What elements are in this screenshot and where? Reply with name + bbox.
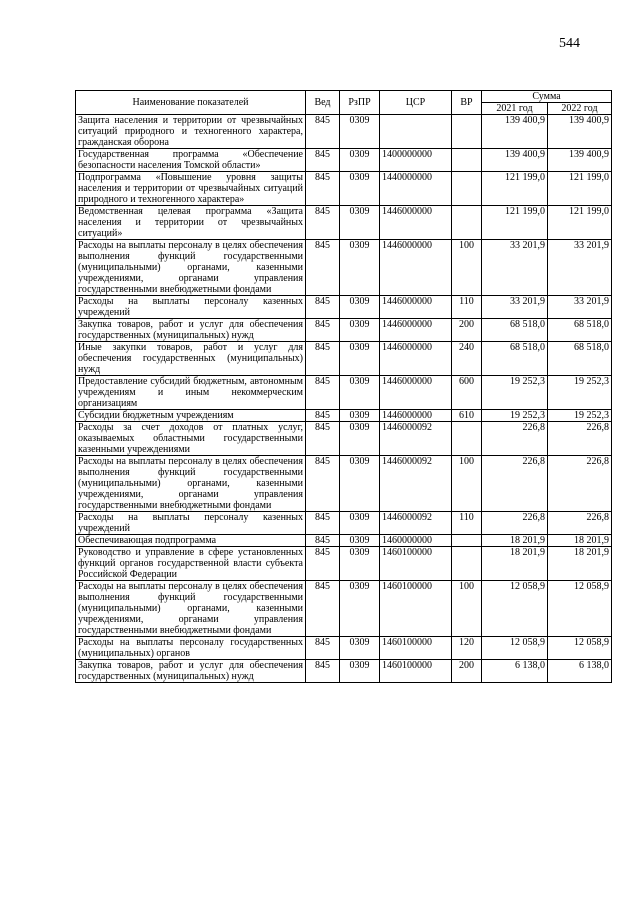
cell-name: Иные закупки товаров, работ и услуг для обеспечения государственных (муниципальных) нужд: [76, 342, 306, 376]
cell-2021: 226,8: [482, 456, 548, 512]
cell-name: Защита населения и территории от чрезвычайных ситуаций природного и техногенного характера, гражданская оборона: [76, 115, 306, 149]
cell-2022: 226,8: [548, 512, 612, 535]
cell-csr: 1446000000: [380, 240, 452, 296]
page-number: 544: [559, 36, 580, 51]
cell-csr: 1446000000: [380, 376, 452, 410]
table-body: [76, 115, 612, 683]
table-row: [76, 376, 612, 410]
cell-2022: 33 201,9: [548, 240, 612, 296]
cell-csr: 1446000092: [380, 456, 452, 512]
cell-2021: 226,8: [482, 512, 548, 535]
table-row: [76, 342, 612, 376]
cell-rzpr: 0309: [340, 547, 380, 581]
cell-rzpr: 0309: [340, 319, 380, 342]
cell-name: Расходы на выплаты персоналу в целях обеспечения выполнения функций государственными (муниципальными) органами, казенными учреждениями, органами управления государственными внебюджетными фондами: [76, 240, 306, 296]
cell-2021: 18 201,9: [482, 535, 548, 547]
table-row: [76, 637, 612, 660]
cell-vr: [452, 535, 482, 547]
cell-csr: 1446000092: [380, 422, 452, 456]
cell-2022: 226,8: [548, 422, 612, 456]
cell-name: Закупка товаров, работ и услуг для обеспечения государственных (муниципальных) нужд: [76, 319, 306, 342]
table-row: [76, 149, 612, 172]
cell-rzpr: 0309: [340, 296, 380, 319]
cell-name: Ведомственная целевая программа «Защита населения и территории от чрезвычайных ситуаций»: [76, 206, 306, 240]
cell-2021: 68 518,0: [482, 319, 548, 342]
cell-2022: 18 201,9: [548, 547, 612, 581]
cell-2021: 6 138,0: [482, 660, 548, 683]
cell-2021: 139 400,9: [482, 149, 548, 172]
cell-vr: [452, 206, 482, 240]
cell-2022: 33 201,9: [548, 296, 612, 319]
cell-ved: 845: [306, 581, 340, 637]
cell-2021: 139 400,9: [482, 115, 548, 149]
cell-csr: 1440000000: [380, 172, 452, 206]
header-name: Наименование показателей: [76, 91, 306, 115]
table-row: [76, 547, 612, 581]
cell-csr: [380, 115, 452, 149]
cell-vr: 100: [452, 456, 482, 512]
cell-rzpr: 0309: [340, 456, 380, 512]
cell-rzpr: 0309: [340, 172, 380, 206]
cell-csr: 1400000000: [380, 149, 452, 172]
cell-2022: 68 518,0: [548, 342, 612, 376]
cell-csr: 1460100000: [380, 660, 452, 683]
cell-2022: 139 400,9: [548, 149, 612, 172]
cell-vr: [452, 172, 482, 206]
cell-rzpr: 0309: [340, 342, 380, 376]
cell-2021: 33 201,9: [482, 296, 548, 319]
cell-name: Расходы на выплаты персоналу казенных учреждений: [76, 296, 306, 319]
cell-ved: 845: [306, 296, 340, 319]
cell-rzpr: 0309: [340, 206, 380, 240]
cell-vr: 200: [452, 319, 482, 342]
header-rzpr: РзПР: [340, 91, 380, 115]
cell-ved: 845: [306, 410, 340, 422]
header-year-2022: 2022 год: [548, 103, 612, 115]
cell-rzpr: 0309: [340, 115, 380, 149]
table-row: [76, 240, 612, 296]
cell-ved: 845: [306, 206, 340, 240]
cell-2022: 121 199,0: [548, 206, 612, 240]
cell-vr: [452, 149, 482, 172]
cell-2021: 68 518,0: [482, 342, 548, 376]
cell-ved: 845: [306, 240, 340, 296]
cell-csr: 1460100000: [380, 637, 452, 660]
cell-vr: 100: [452, 240, 482, 296]
cell-vr: 610: [452, 410, 482, 422]
cell-rzpr: 0309: [340, 410, 380, 422]
cell-2022: 19 252,3: [548, 376, 612, 410]
cell-rzpr: 0309: [340, 660, 380, 683]
cell-name: Государственная программа «Обеспечение безопасности населения Томской области»: [76, 149, 306, 172]
cell-name: Расходы на выплаты персоналу государственных (муниципальных) органов: [76, 637, 306, 660]
cell-name: Закупка товаров, работ и услуг для обеспечения государственных (муниципальных) нужд: [76, 660, 306, 683]
cell-rzpr: 0309: [340, 581, 380, 637]
cell-2021: 121 199,0: [482, 206, 548, 240]
cell-ved: 845: [306, 422, 340, 456]
cell-vr: [452, 547, 482, 581]
table-row: [76, 422, 612, 456]
cell-csr: 1460100000: [380, 547, 452, 581]
header-sum: Сумма: [482, 91, 612, 103]
cell-ved: 845: [306, 637, 340, 660]
cell-ved: 845: [306, 115, 340, 149]
cell-rzpr: 0309: [340, 376, 380, 410]
table-row: [76, 172, 612, 206]
header-csr: ЦСР: [380, 91, 452, 115]
cell-ved: 845: [306, 456, 340, 512]
cell-vr: 200: [452, 660, 482, 683]
cell-2022: 226,8: [548, 456, 612, 512]
cell-2021: 18 201,9: [482, 547, 548, 581]
table-row: [76, 660, 612, 683]
cell-2022: 18 201,9: [548, 535, 612, 547]
cell-csr: 1460100000: [380, 581, 452, 637]
cell-2022: 139 400,9: [548, 115, 612, 149]
cell-ved: 845: [306, 172, 340, 206]
cell-name: Субсидии бюджетным учреждениям: [76, 410, 306, 422]
cell-vr: 100: [452, 581, 482, 637]
cell-vr: 240: [452, 342, 482, 376]
cell-ved: 845: [306, 376, 340, 410]
cell-2021: 33 201,9: [482, 240, 548, 296]
cell-2022: 19 252,3: [548, 410, 612, 422]
cell-ved: 845: [306, 149, 340, 172]
cell-name: Предоставление субсидий бюджетным, автономным учреждениям и иным некоммерческим организациям: [76, 376, 306, 410]
cell-ved: 845: [306, 342, 340, 376]
cell-vr: [452, 422, 482, 456]
cell-rzpr: 0309: [340, 422, 380, 456]
cell-vr: 600: [452, 376, 482, 410]
cell-2022: 12 058,9: [548, 581, 612, 637]
table-row: [76, 512, 612, 535]
cell-csr: 1446000092: [380, 512, 452, 535]
table-row: [76, 319, 612, 342]
cell-vr: 110: [452, 296, 482, 319]
cell-csr: 1446000000: [380, 410, 452, 422]
cell-csr: 1446000000: [380, 296, 452, 319]
cell-name: Расходы на выплаты персоналу казенных учреждений: [76, 512, 306, 535]
header-vr: ВР: [452, 91, 482, 115]
cell-ved: 845: [306, 535, 340, 547]
header-ved: Вед: [306, 91, 340, 115]
cell-2021: 226,8: [482, 422, 548, 456]
cell-ved: 845: [306, 660, 340, 683]
cell-name: Обеспечивающая подпрограмма: [76, 535, 306, 547]
cell-name: Расходы на выплаты персоналу в целях обеспечения выполнения функций государственными (муниципальными) органами, казенными учреждениями, органами управления государственными внебюджетными фондами: [76, 581, 306, 637]
cell-2022: 12 058,9: [548, 637, 612, 660]
cell-ved: 845: [306, 512, 340, 535]
table-row: [76, 410, 612, 422]
cell-name: Расходы на выплаты персоналу в целях обеспечения выполнения функций государственными (муниципальными) органами, казенными учреждениями, органами управления государственными внебюджетными фондами: [76, 456, 306, 512]
cell-2021: 19 252,3: [482, 410, 548, 422]
cell-rzpr: 0309: [340, 149, 380, 172]
cell-name: Подпрограмма «Повышение уровня защиты населения и территории от чрезвычайных ситуаций природного и техногенного характера»: [76, 172, 306, 206]
cell-ved: 845: [306, 319, 340, 342]
cell-2021: 12 058,9: [482, 637, 548, 660]
header-year-2021: 2021 год: [482, 103, 548, 115]
table-row: [76, 535, 612, 547]
cell-rzpr: 0309: [340, 512, 380, 535]
table-row: [76, 581, 612, 637]
cell-vr: [452, 115, 482, 149]
cell-rzpr: 0309: [340, 535, 380, 547]
cell-2022: 121 199,0: [548, 172, 612, 206]
cell-2021: 19 252,3: [482, 376, 548, 410]
cell-csr: 1446000000: [380, 342, 452, 376]
cell-2022: 6 138,0: [548, 660, 612, 683]
cell-2021: 12 058,9: [482, 581, 548, 637]
cell-ved: 845: [306, 547, 340, 581]
table-row: [76, 206, 612, 240]
cell-rzpr: 0309: [340, 240, 380, 296]
table-row: [76, 115, 612, 149]
cell-csr: 1446000000: [380, 206, 452, 240]
cell-vr: 120: [452, 637, 482, 660]
cell-2021: 121 199,0: [482, 172, 548, 206]
cell-2022: 68 518,0: [548, 319, 612, 342]
cell-csr: 1446000000: [380, 319, 452, 342]
cell-vr: 110: [452, 512, 482, 535]
table-row: [76, 456, 612, 512]
budget-table: [75, 90, 612, 683]
table-header: [76, 91, 612, 115]
cell-rzpr: 0309: [340, 637, 380, 660]
cell-name: Руководство и управление в сфере установленных функций органов государственной власти субъекта Российской Федерации: [76, 547, 306, 581]
cell-name: Расходы за счет доходов от платных услуг, оказываемых областными государственными казенными учреждениями: [76, 422, 306, 456]
cell-csr: 1460000000: [380, 535, 452, 547]
table-row: [76, 296, 612, 319]
